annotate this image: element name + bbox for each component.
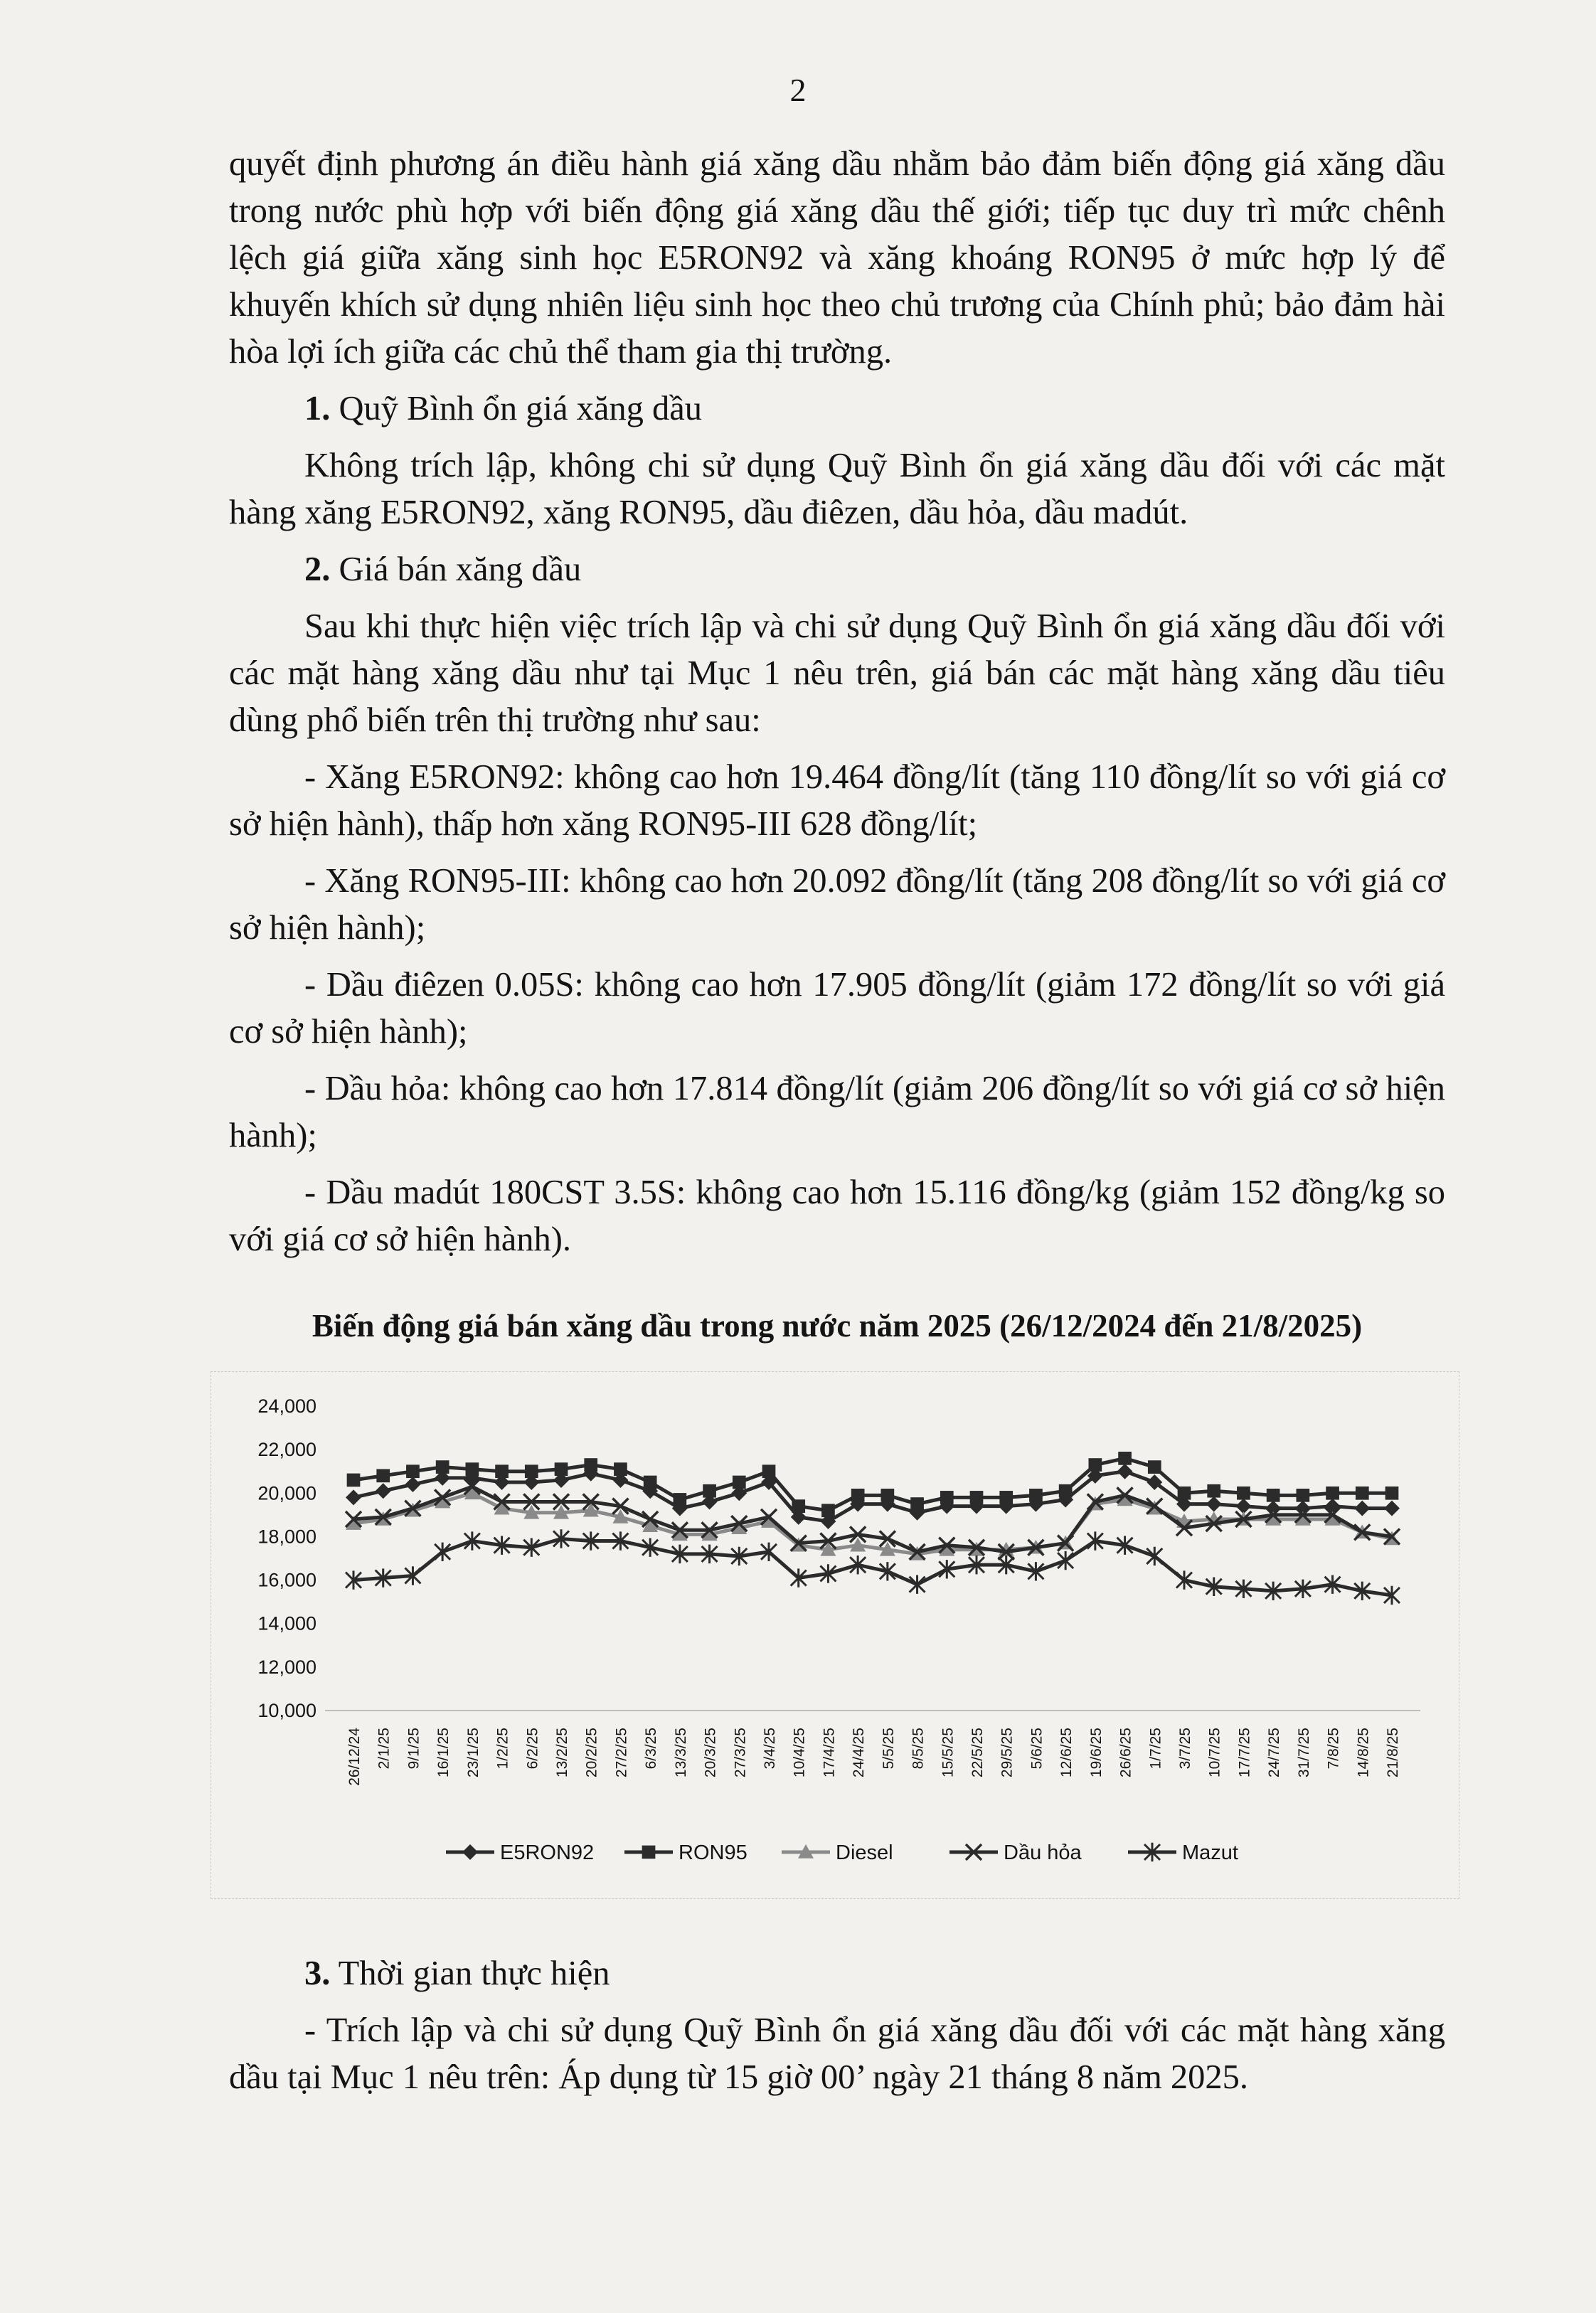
data-point	[406, 1464, 420, 1478]
section-1-heading	[229, 386, 1445, 432]
section-2-number: 2.	[304, 551, 331, 588]
data-point	[614, 1462, 627, 1476]
data-point	[525, 1464, 538, 1478]
x-tick-label: 7/8/25	[1325, 1728, 1342, 1770]
y-tick-label: 12,000	[257, 1656, 316, 1678]
y-tick-label: 20,000	[257, 1482, 316, 1504]
price-item-e5ron92: - Xăng E5RON92: không cao hơn 19.464 đồng/lít (tăng 110 đồng/lít so với giá cơ sở hiện hành), thấp hơn xăng RON95-III 628 đồng/lít;	[229, 758, 1445, 843]
x-tick-label: 29/5/25	[999, 1728, 1016, 1778]
legend-item	[782, 1841, 893, 1864]
x-tick-label: 6/2/25	[524, 1728, 541, 1770]
y-tick-label: 22,000	[257, 1439, 316, 1461]
x-tick-label: 10/7/25	[1206, 1728, 1223, 1778]
data-point	[1267, 1489, 1280, 1502]
data-point	[762, 1464, 776, 1478]
x-tick-label: 31/7/25	[1295, 1728, 1312, 1778]
data-point	[792, 1499, 805, 1513]
x-tick-label: 1/2/25	[494, 1728, 511, 1770]
data-point	[584, 1458, 597, 1472]
x-tick-label: 2/1/25	[376, 1728, 393, 1770]
section-3-heading	[229, 1950, 1445, 1997]
legend-label: Mazut	[1182, 1841, 1238, 1864]
data-point	[1237, 1487, 1250, 1500]
data-point	[1089, 1458, 1102, 1472]
price-item-mazut: - Dầu madút 180CST 3.5S: không cao hơn 15.116 đồng/kg (giảm 152 đồng/kg so với giá cơ sở hiện hành).	[229, 1174, 1445, 1258]
y-tick-label: 14,000	[257, 1612, 316, 1634]
data-point	[1059, 1484, 1073, 1498]
x-tick-label: 24/7/25	[1266, 1728, 1283, 1778]
price-item-ron95: - Xăng RON95-III: không cao hơn 20.092 đồng/lít (tăng 208 đồng/lít so với giá cơ sở hiện hành);	[229, 862, 1445, 947]
x-tick-label: 20/2/25	[583, 1728, 600, 1778]
legend-item	[1128, 1841, 1238, 1864]
page-number: 2	[789, 72, 807, 108]
data-point	[1206, 1496, 1222, 1512]
x-tick-label: 3/7/25	[1177, 1728, 1193, 1770]
x-tick-label: 26/12/24	[346, 1728, 363, 1786]
data-point	[910, 1575, 925, 1593]
data-point	[910, 1497, 924, 1511]
section-1-title: Quỹ Bình ổn giá xăng dầu	[330, 390, 703, 427]
data-point	[495, 1464, 509, 1478]
data-point	[821, 1504, 835, 1517]
x-tick-label: 5/5/25	[880, 1728, 897, 1770]
x-tick-label: 20/3/25	[702, 1728, 719, 1778]
data-point	[1029, 1489, 1043, 1502]
x-tick-label: 12/6/25	[1058, 1728, 1075, 1778]
data-point	[555, 1462, 568, 1476]
price-chart-svg	[211, 1372, 1459, 1898]
legend-label: Dầu hỏa	[1004, 1841, 1082, 1864]
legend-label: Diesel	[836, 1841, 893, 1864]
data-point	[1148, 1460, 1161, 1474]
price-item-diesel: - Dầu điêzen 0.05S: không cao hơn 17.905 đồng/lít (giảm 172 đồng/lít so với giá cơ sở hiện hành);	[229, 966, 1445, 1051]
data-point	[674, 1493, 687, 1506]
data-point	[1058, 1551, 1073, 1570]
legend-label: E5RON92	[500, 1841, 595, 1864]
section-2-paragraph: Sau khi thực hiện việc trích lập và chi sử dụng Quỹ Bình ổn giá xăng dầu đối với các mặt hàng xăng dầu như tại Mục 1 nêu trên, giá bán các mặt hàng xăng dầu tiêu dùng phổ biến trên thị trường như sau:	[229, 607, 1445, 739]
x-tick-label: 21/8/25	[1385, 1728, 1401, 1778]
x-tick-label: 16/1/25	[435, 1728, 452, 1778]
data-point	[1354, 1501, 1370, 1516]
x-tick-label: 14/8/25	[1355, 1728, 1372, 1778]
x-tick-label: 17/7/25	[1236, 1728, 1253, 1778]
section-3-number: 3.	[304, 1955, 331, 1992]
x-tick-label: 5/6/25	[1028, 1728, 1046, 1770]
x-tick-label: 22/5/25	[969, 1728, 986, 1778]
data-point	[1147, 1547, 1162, 1565]
chart-title: Biến động giá bán xăng dầu trong nước năm 2025 (26/12/2024 đến 21/8/2025)	[312, 1308, 1363, 1344]
data-point	[999, 1491, 1013, 1504]
x-tick-label: 13/2/25	[554, 1728, 570, 1778]
legend-item	[949, 1841, 1082, 1864]
x-tick-label: 26/6/25	[1117, 1728, 1134, 1778]
data-point	[466, 1462, 479, 1476]
data-point	[1384, 1501, 1400, 1516]
legend-label: RON95	[679, 1841, 748, 1864]
price-item-kerosene: - Dầu hỏa: không cao hơn 17.814 đồng/lít (giảm 206 đồng/lít so với giá cơ sở hiện hành);	[229, 1070, 1445, 1154]
data-point	[1385, 1487, 1399, 1500]
data-point	[970, 1491, 984, 1504]
data-point	[346, 1489, 361, 1505]
x-tick-label: 27/3/25	[732, 1728, 749, 1778]
x-tick-label: 1/7/25	[1147, 1728, 1164, 1770]
data-point	[703, 1484, 716, 1498]
data-point	[1326, 1487, 1339, 1500]
data-point	[1117, 1464, 1133, 1479]
data-point	[851, 1489, 865, 1502]
legend-item	[446, 1841, 594, 1864]
data-point	[1118, 1452, 1132, 1465]
legend-marker	[462, 1844, 478, 1860]
data-point	[435, 1543, 450, 1561]
data-point	[644, 1476, 657, 1489]
y-tick-label: 24,000	[257, 1395, 316, 1417]
section-2-title: Giá bán xăng dầu	[330, 551, 582, 588]
x-tick-label: 13/3/25	[672, 1728, 689, 1778]
data-point	[347, 1474, 361, 1487]
data-point	[376, 1469, 390, 1482]
data-point	[1297, 1489, 1310, 1502]
section-3-paragraph: - Trích lập và chi sử dụng Quỹ Bình ổn giá xăng dầu đối với các mặt hàng xăng dầu tại Mục 1 nêu trên: Áp dụng từ 15 giờ 00’ ngày 21 tháng 8 năm 2025.	[229, 2011, 1445, 2096]
data-point	[1356, 1487, 1369, 1500]
y-tick-label: 18,000	[257, 1526, 316, 1548]
section-3	[229, 1950, 1445, 2111]
data-point	[405, 1477, 420, 1492]
data-point	[940, 1491, 954, 1504]
x-tick-label: 23/1/25	[464, 1728, 482, 1778]
section-1-paragraph: Không trích lập, không chi sử dụng Quỹ Bình ổn giá xăng dầu đối với các mặt hàng xăng E5RON92, xăng RON95, dầu điêzen, dầu hỏa, dầu madút.	[229, 447, 1445, 531]
x-tick-label: 6/3/25	[643, 1728, 660, 1770]
data-point	[733, 1476, 746, 1489]
x-tick-label: 10/4/25	[791, 1728, 808, 1778]
data-point	[1178, 1487, 1191, 1500]
x-tick-label: 17/4/25	[821, 1728, 838, 1778]
x-tick-label: 3/4/25	[762, 1728, 778, 1770]
legend-marker	[642, 1846, 656, 1859]
price-chart	[211, 1371, 1459, 1899]
data-point	[1207, 1484, 1220, 1498]
section-1-number: 1.	[304, 390, 331, 427]
x-tick-label: 24/4/25	[851, 1728, 868, 1778]
x-tick-label: 19/6/25	[1087, 1728, 1105, 1778]
legend-item	[624, 1841, 748, 1864]
data-point	[436, 1460, 449, 1474]
section-2-heading	[229, 546, 1445, 593]
x-tick-label: 8/5/25	[910, 1728, 927, 1770]
section-3-title: Thời gian thực hiện	[330, 1955, 610, 1992]
y-tick-label: 16,000	[257, 1569, 316, 1591]
x-tick-label: 27/2/25	[613, 1728, 630, 1778]
intro-paragraph: quyết định phương án điều hành giá xăng dầu nhằm bảo đảm biến động giá xăng dầu trong nước phù hợp với biến động giá xăng dầu thế giới; tiếp tục duy trì mức chênh lệch giá giữa xăng sinh học E5RON92 và xăng khoáng RON95 ở mức hợp lý để khuyến khích sử dụng nhiên liệu sinh học theo chủ trương của Chính phủ; bảo đảm hài hòa lợi ích giữa các chủ thể tham gia thị trường.	[229, 145, 1445, 371]
data-point	[376, 1483, 391, 1499]
series-mazut	[346, 1529, 1400, 1605]
data-point	[881, 1489, 895, 1502]
x-tick-label: 15/5/25	[940, 1728, 957, 1778]
body-text	[229, 141, 1445, 1273]
x-tick-label: 9/1/25	[405, 1728, 422, 1770]
y-tick-label: 10,000	[257, 1700, 316, 1721]
